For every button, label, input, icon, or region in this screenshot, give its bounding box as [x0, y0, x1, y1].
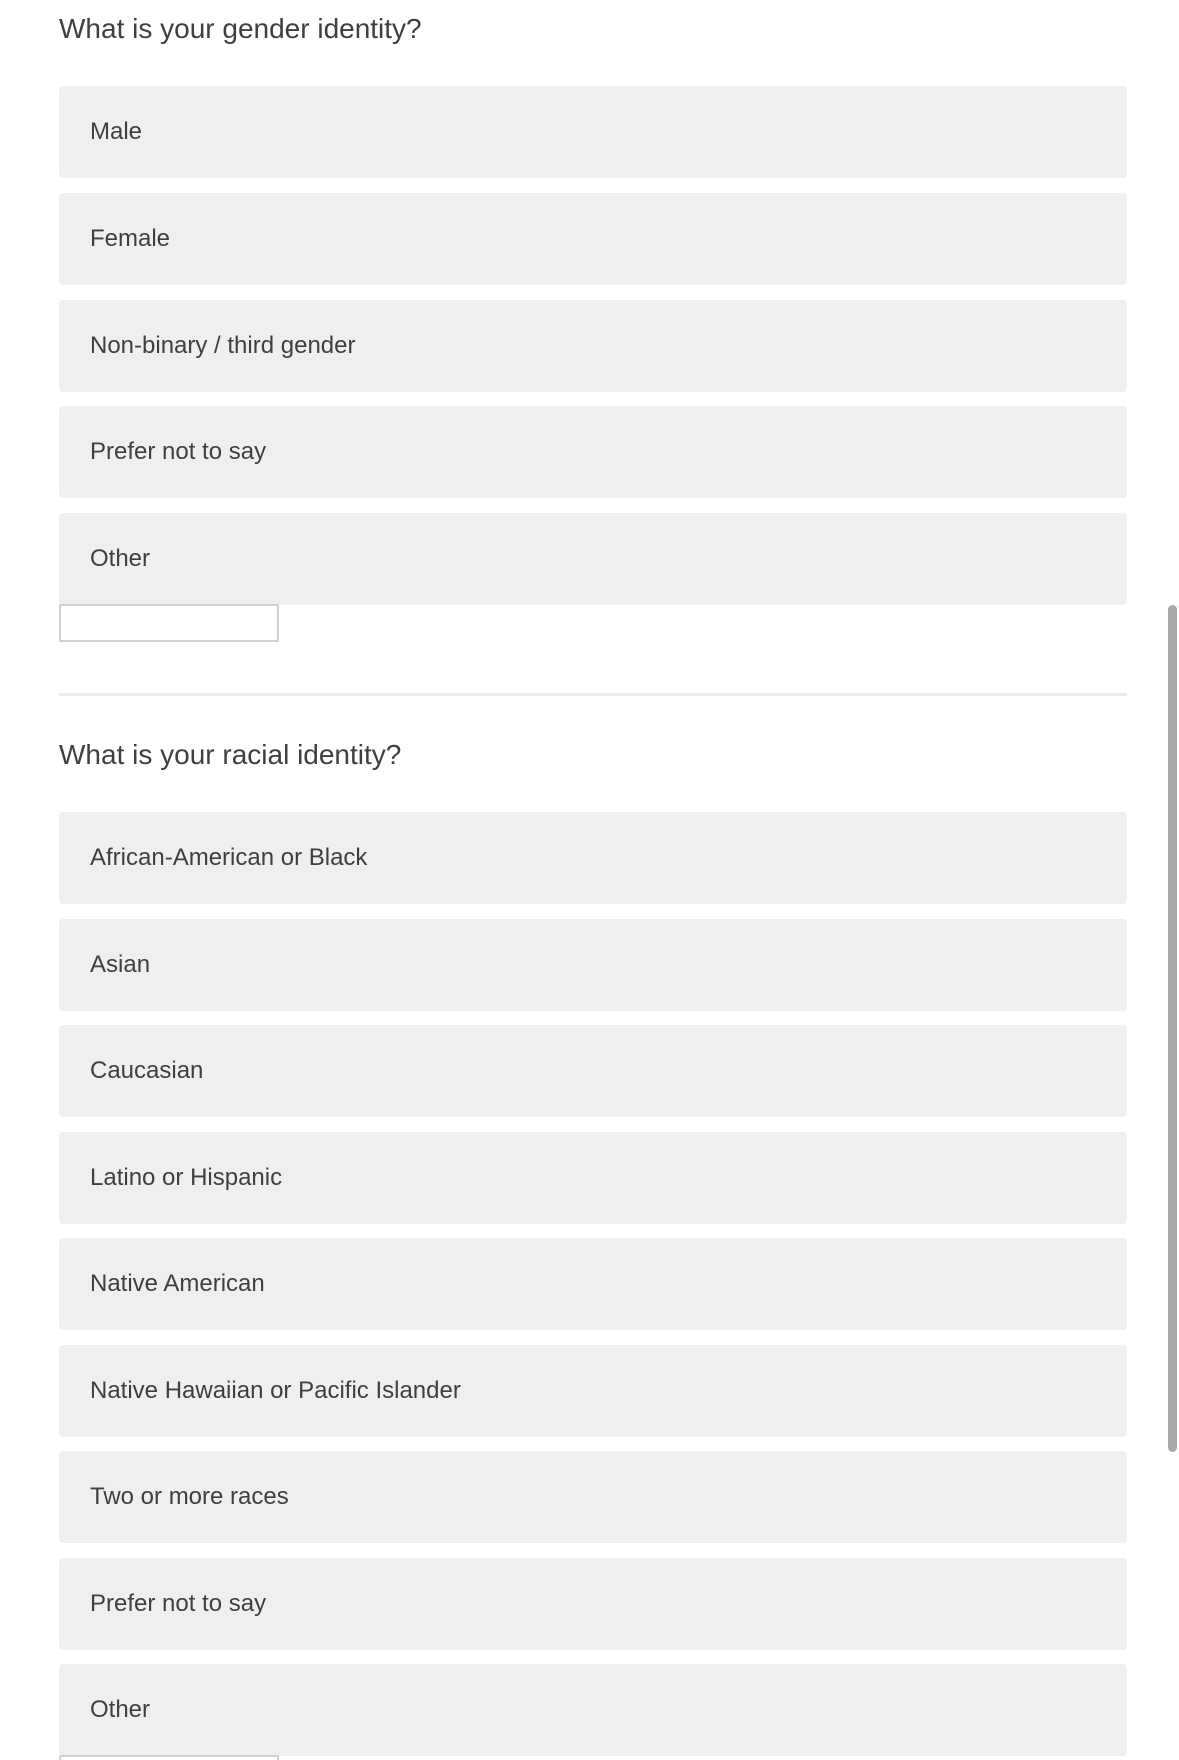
- race-option-native-american[interactable]: [59, 1238, 1127, 1330]
- option-label: Asian: [90, 951, 151, 978]
- gender-question-title: What is your gender identity?: [59, 13, 422, 44]
- race-option-caucasian[interactable]: [59, 1025, 1127, 1117]
- gender-option-male[interactable]: [59, 86, 1127, 178]
- option-label: Native Hawaiian or Pacific Islander: [90, 1377, 461, 1404]
- option-label: African-American or Black: [90, 844, 368, 871]
- option-label: Native American: [90, 1270, 265, 1297]
- option-label: Latino or Hispanic: [90, 1164, 283, 1191]
- race-option-latino[interactable]: [59, 1132, 1127, 1224]
- scrollbar-thumb[interactable]: [1168, 605, 1177, 1452]
- option-label: Caucasian: [90, 1057, 204, 1084]
- option-label: Non-binary / third gender: [90, 332, 356, 359]
- option-label: Other: [90, 545, 151, 572]
- race-option-asian[interactable]: [59, 919, 1127, 1011]
- gender-option-female[interactable]: [59, 193, 1127, 285]
- option-label: Male: [90, 118, 143, 145]
- race-option-other[interactable]: [59, 1664, 1127, 1756]
- race-other-input[interactable]: [59, 1755, 279, 1760]
- option-label: Other: [90, 1696, 151, 1723]
- section-divider: [59, 693, 1127, 696]
- gender-option-prefer-not-to-say[interactable]: [59, 406, 1127, 498]
- option-label: Female: [90, 225, 171, 252]
- option-label: Prefer not to say: [90, 438, 267, 465]
- race-option-pacific-islander[interactable]: [59, 1345, 1127, 1437]
- option-label: Prefer not to say: [90, 1590, 267, 1617]
- race-option-african-american[interactable]: [59, 812, 1127, 904]
- gender-option-other[interactable]: [59, 513, 1127, 605]
- race-question-title: What is your racial identity?: [59, 739, 402, 770]
- gender-other-input[interactable]: [59, 604, 279, 642]
- gender-option-non-binary[interactable]: [59, 300, 1127, 392]
- race-option-prefer-not-to-say[interactable]: [59, 1558, 1127, 1650]
- option-label: Two or more races: [90, 1483, 289, 1510]
- race-option-two-or-more[interactable]: [59, 1451, 1127, 1543]
